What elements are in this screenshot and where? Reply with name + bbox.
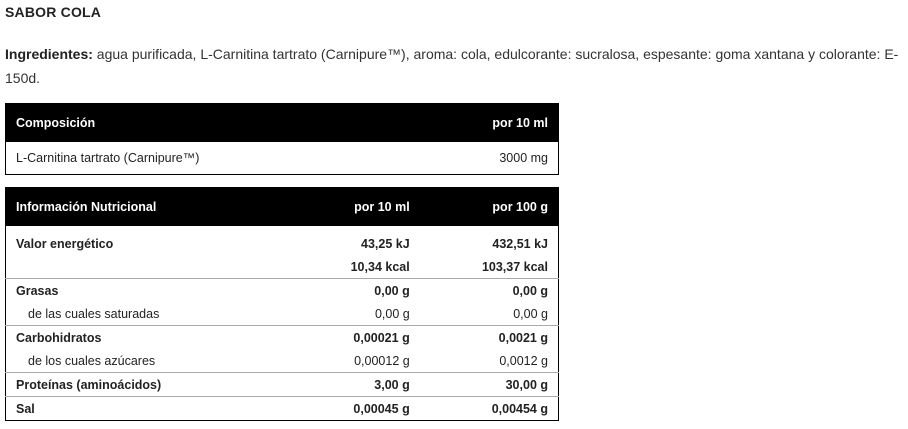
product-flavor-title: SABOR COLA <box>5 4 102 20</box>
composition-ingredient: L-Carnitina tartrato (Carnipure™) <box>16 151 200 165</box>
composition-amount: 3000 mg <box>499 151 548 165</box>
table-row <box>6 255 559 279</box>
nutrition-header: Información Nutricional <box>6 188 275 227</box>
nutrient-value-100g: 0,00 g <box>513 306 548 321</box>
table-row <box>6 326 559 350</box>
nutrient-value-10ml: 0,00021 g <box>275 326 420 350</box>
ingredients-label: Ingredientes: <box>5 46 93 62</box>
per-10ml-header: por 10 ml <box>275 188 420 227</box>
ingredients-paragraph <box>5 42 905 90</box>
table-row <box>6 279 559 303</box>
nutrient-value-10ml: 43,25 kJ <box>361 236 410 251</box>
nutrient-sublabel: de los cuales azúcares <box>28 353 156 368</box>
composition-table <box>5 103 559 175</box>
nutrient-label: Valor energético <box>16 236 114 251</box>
table-row <box>6 302 559 326</box>
table-row <box>6 349 559 373</box>
nutrient-value-10ml: 0,00 g <box>374 306 410 321</box>
nutrient-value-100g: 0,0021 g <box>420 326 559 350</box>
table-row <box>6 142 559 175</box>
nutrient-label <box>6 255 275 279</box>
nutrient-value-100g: 30,00 g <box>420 373 559 397</box>
nutrient-label: Grasas <box>6 279 275 303</box>
nutrient-value-100g: 0,00454 g <box>420 397 559 421</box>
ingredients-text: agua purificada, L-Carnitina tartrato (Carnipure™), aroma: cola, edulcorante: sucralosa, espesante: goma xantana y colorante: E-150d. <box>5 46 899 86</box>
composition-header-row <box>6 104 559 143</box>
per-100g-header: por 100 g <box>420 188 559 227</box>
nutrient-value-10ml: 3,00 g <box>275 373 420 397</box>
table-row <box>6 226 559 255</box>
nutrient-label: Sal <box>6 397 275 421</box>
composition-header: Composición <box>6 104 409 143</box>
nutrient-value-100g: 0,00 g <box>420 279 559 303</box>
nutrient-label: Carbohidratos <box>6 326 275 350</box>
nutrient-value-10ml: 0,00012 g <box>354 353 410 368</box>
nutrient-label: Proteínas (aminoácidos) <box>6 373 275 397</box>
nutrient-value-100g: 103,37 kcal <box>481 259 548 274</box>
nutrition-table <box>5 187 559 421</box>
composition-per-10ml-header: por 10 ml <box>408 104 558 143</box>
table-row <box>6 373 559 397</box>
nutrient-value-100g: 0,0012 g <box>499 353 548 368</box>
nutrient-sublabel: de las cuales saturadas <box>28 306 160 321</box>
nutrient-value-100g: 432,51 kJ <box>492 236 548 251</box>
nutrient-value-10ml: 10,34 kcal <box>350 259 410 274</box>
nutrition-header-row <box>6 188 559 227</box>
table-row <box>6 397 559 421</box>
nutrient-value-10ml: 0,00 g <box>275 279 420 303</box>
nutrient-value-10ml: 0,00045 g <box>275 397 420 421</box>
